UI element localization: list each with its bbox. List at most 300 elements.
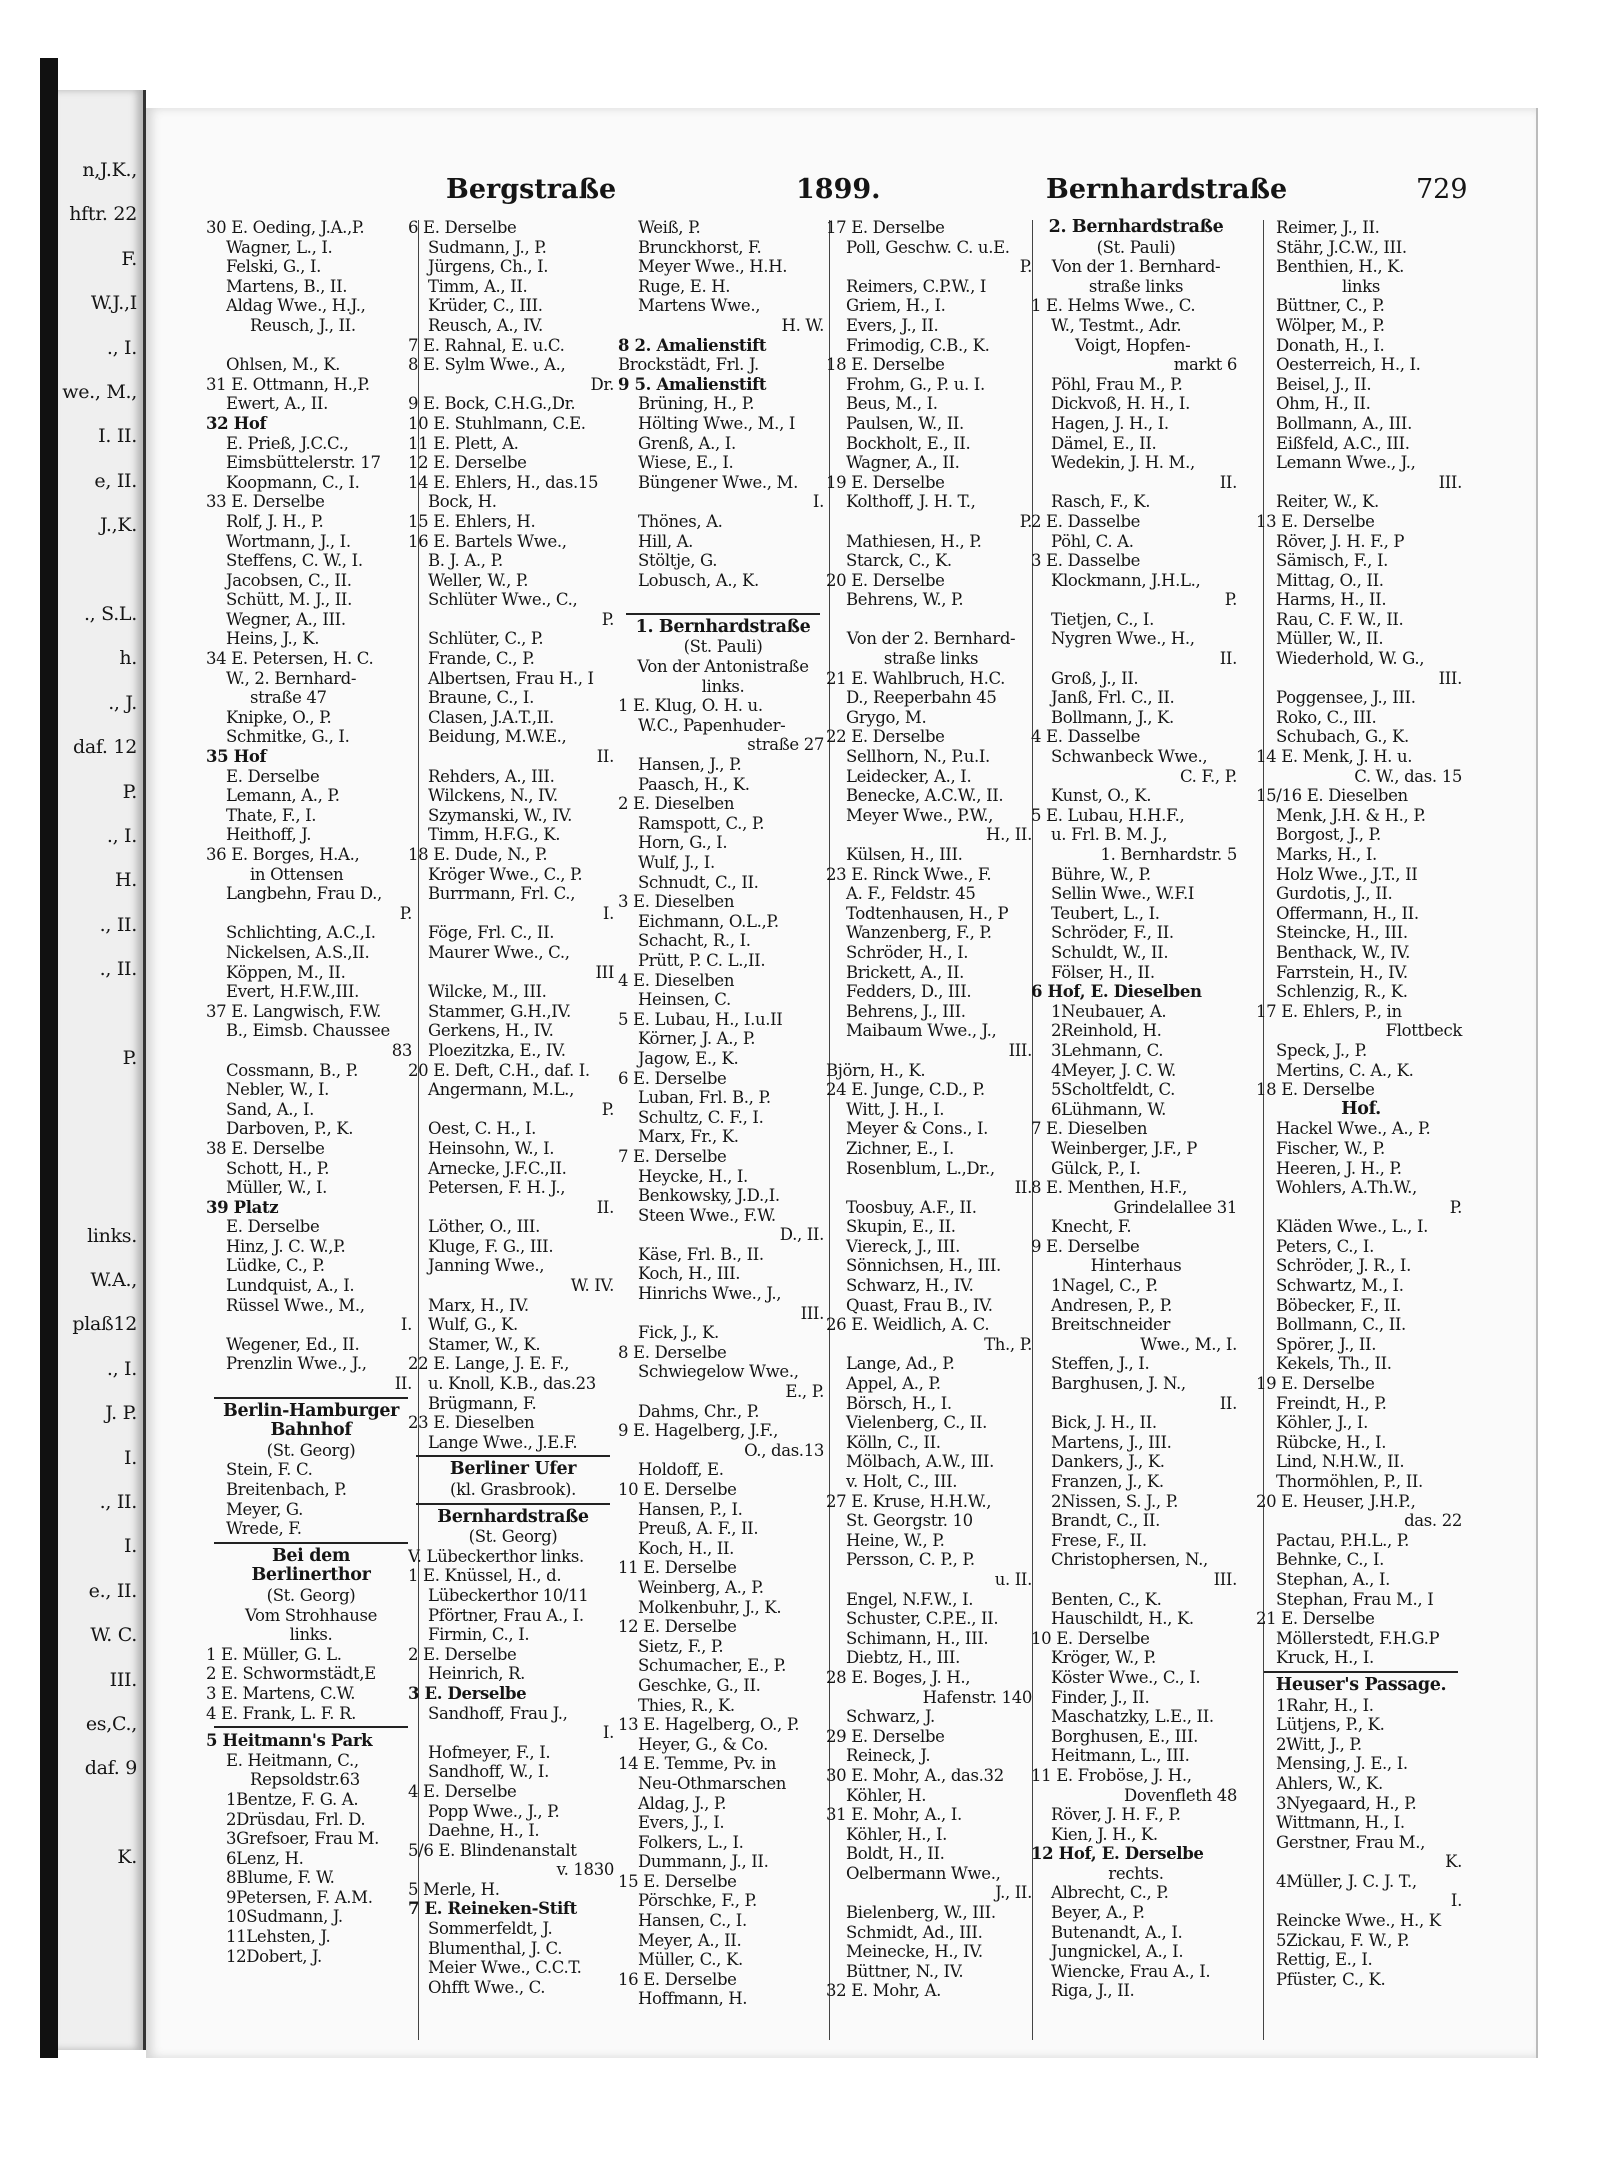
directory-entry: Ruge, E. H. — [638, 276, 731, 296]
directory-entry: 18 E. Derselbe — [1256, 1080, 1375, 1100]
directory-entry: 16 E. Bartels Wwe., — [408, 531, 567, 551]
directory-entry: 1 E. Müller, G. L. — [206, 1644, 342, 1664]
directory-entry: Marx, H., IV. — [428, 1295, 529, 1315]
directory-entry: 7 E. Derselbe — [618, 1146, 727, 1166]
directory-entry: Teubert, L., I. — [1051, 903, 1160, 923]
directory-entry: Köster Wwe., C., I. — [1051, 1667, 1201, 1687]
directory-entry: Wölper, M., P. — [1276, 315, 1385, 335]
directory-entry: 9 E. Bock, C.H.G.,Dr. — [408, 394, 576, 414]
directory-entry: Rolf, J. H., P. — [226, 511, 324, 531]
book-spine — [40, 58, 58, 2058]
directory-entry: 30 E. Oeding, J.A.,P. — [206, 218, 365, 237]
directory-entry: 23 E. Dieselben — [408, 1413, 535, 1433]
directory-entry: III. — [1213, 1569, 1237, 1589]
directory-entry: 31 E. Ottmann, H.,P. — [206, 374, 370, 394]
directory-entry: Koch, H., III. — [638, 1264, 741, 1284]
directory-entry: Hölting Wwe., M., I — [638, 413, 796, 433]
left-page-line: J.,K. — [100, 514, 137, 537]
directory-entry: Knecht, F. — [1051, 1217, 1132, 1237]
page-header — [146, 174, 1536, 214]
directory-entry: Heitmann, L., III. — [1051, 1746, 1190, 1766]
directory-entry: 2Reinhold, H. — [1051, 1021, 1162, 1041]
directory-entry: 23 E. Rinck Wwe., F. — [826, 864, 992, 884]
directory-entry: Kröger, W., P. — [1051, 1648, 1156, 1668]
directory-entry: Hoffmann, H. — [638, 1989, 748, 2009]
directory-entry: Prenzlin Wwe., J., — [226, 1354, 367, 1374]
directory-entry: Stephan, Frau M., I — [1276, 1589, 1434, 1609]
directory-entry: Lüdke, C., P. — [226, 1256, 325, 1276]
directory-entry: Ohfft Wwe., C. — [428, 1977, 546, 1997]
left-page-line: III. — [109, 1668, 137, 1691]
directory-entry: Brunckhorst, F. — [638, 237, 762, 257]
directory-entry: Reimer, J., II. — [1276, 218, 1380, 237]
directory-page — [146, 108, 1538, 2058]
directory-entry: 8Blume, F. W. — [226, 1868, 335, 1888]
directory-entry: Aldag Wwe., H.J., — [226, 296, 366, 316]
directory-entry: Paasch, H., K. — [638, 774, 750, 794]
directory-entry: Börsch, H., I. — [846, 1393, 952, 1413]
directory-entry: Külsen, H., III. — [846, 845, 963, 864]
directory-entry: Wiese, E., I. — [638, 453, 734, 473]
directory-entry: v. 1830 — [556, 1860, 614, 1880]
directory-entry: J., II. — [995, 1883, 1032, 1903]
left-page-line: P. — [122, 780, 137, 803]
directory-entry: Brüning, H., P. — [638, 394, 755, 414]
directory-entry: Prütt, P. C. L.,II. — [638, 950, 766, 970]
directory-entry: Wohlers, A.Th.W., — [1276, 1178, 1417, 1198]
directory-entry: Vielenberg, C., II. — [846, 1413, 988, 1433]
directory-entry: Köhler, H., I. — [846, 1824, 948, 1844]
directory-entry: Wanzenberg, F., P. — [846, 923, 992, 943]
directory-entry: Ahlers, W., K. — [1276, 1773, 1383, 1793]
directory-entry: 8 E. Menthen, H.F., — [1031, 1178, 1188, 1198]
directory-entry: Horn, G., I. — [638, 833, 728, 853]
directory-entry: K. — [1445, 1852, 1462, 1872]
left-page-line: ., I. — [106, 1357, 137, 1380]
directory-entry: 18 E. Derselbe — [826, 355, 945, 375]
left-page-line: ., II. — [99, 958, 137, 981]
directory-entry: 5 Heitmann's Park — [206, 1731, 373, 1751]
directory-entry: 15 E. Ehlers, H. — [408, 511, 536, 531]
directory-entry: Marks, H., I. — [1276, 845, 1377, 864]
left-page-line: ., II. — [99, 1491, 137, 1513]
directory-entry: W.C., Papenhuder- — [638, 715, 786, 735]
directory-entry: P. — [1224, 590, 1237, 610]
left-page-line: W. C. — [90, 1624, 137, 1647]
directory-entry: v. Holt, C., III. — [846, 1472, 958, 1491]
directory-entry: Schütt, M. J., II. — [226, 590, 352, 610]
directory-entry: V. Lübeckerthor links. — [408, 1546, 584, 1566]
directory-entry: Gerstner, Frau M., — [1276, 1832, 1426, 1852]
directory-entry: Persson, C. P., P. — [846, 1550, 975, 1570]
directory-entry: 10Sudmann, J. — [226, 1907, 343, 1927]
directory-entry: Wilcke, M., III. — [428, 982, 547, 1002]
directory-entry: Beyer, A., P. — [1051, 1903, 1145, 1923]
directory-entry: Schröder, H., I. — [846, 942, 969, 962]
directory-entry: Preuß, A. F., II. — [638, 1519, 759, 1539]
directory-entry: 3 E. Derselbe — [408, 1683, 527, 1703]
directory-entry: Hofmeyer, F., I. — [428, 1742, 551, 1762]
directory-entry: Schröder, F., II. — [1051, 923, 1174, 943]
directory-entry: Hansen, C., I. — [638, 1911, 747, 1931]
directory-entry: Meyer, G. — [226, 1499, 303, 1519]
directory-entry: 9 E. Hagelberg, J.F., — [618, 1421, 778, 1441]
directory-entry: Evers, J., I. — [638, 1813, 725, 1833]
directory-entry: Lange Wwe., J.E.F. — [428, 1432, 578, 1452]
directory-entry: Paulsen, W., II. — [846, 413, 964, 433]
directory-entry: Eichmann, O.L.,P. — [638, 911, 779, 931]
directory-entry: Dovenfleth 48 — [1124, 1785, 1237, 1805]
directory-entry: Wulf, J., I. — [638, 853, 715, 872]
directory-column-3 — [618, 218, 828, 2048]
directory-entry: III. — [1438, 472, 1462, 492]
directory-entry: P. — [1449, 1197, 1462, 1217]
directory-entry: straße 47 — [250, 688, 327, 708]
directory-entry: 30 E. Mohr, A., das.32 — [826, 1765, 1004, 1785]
directory-entry: Harms, H., II. — [1276, 590, 1387, 610]
directory-entry: Molkenbuhr, J., K. — [638, 1597, 782, 1617]
directory-entry: Petersen, F. H. J., — [428, 1178, 566, 1198]
directory-entry: Roko, C., III. — [1276, 707, 1377, 727]
street-heading: Bei dem — [271, 1546, 351, 1566]
directory-entry: Schwanbeck Wwe., — [1051, 747, 1208, 767]
directory-entry: 13 E. Hagelberg, O., P. — [618, 1715, 800, 1735]
directory-entry: Büttner, C., P. — [1276, 296, 1385, 316]
street-heading: Bahnhof — [270, 1421, 352, 1441]
directory-entry: Th., P. — [984, 1334, 1032, 1354]
directory-entry: Gerkens, H., IV. — [428, 1021, 554, 1041]
directory-entry: W., 2. Bernhard- — [226, 668, 357, 688]
directory-entry: Wedekin, J. H. M., — [1051, 453, 1195, 473]
street-heading: Berlin-Hamburger — [223, 1401, 399, 1421]
street-heading: 1. Bernhardstraße — [635, 617, 811, 637]
street-heading: Berlinerthor — [251, 1566, 371, 1586]
directory-entry: 4 E. Dasselbe — [1031, 727, 1141, 747]
directory-entry: 11 E. Derselbe — [618, 1558, 737, 1578]
directory-entry: 9 5. Amalienstift — [618, 374, 767, 394]
directory-entry: 26 E. Weidlich, A. C. — [826, 1315, 990, 1335]
directory-entry: 39 Platz — [206, 1197, 279, 1217]
directory-entry: Maschatzky, L.E., II. — [1051, 1707, 1214, 1727]
directory-entry: Schnudt, C., II. — [638, 872, 759, 892]
directory-entry: Folkers, L., I. — [638, 1832, 744, 1852]
directory-entry: Butenandt, A., I. — [1051, 1922, 1183, 1942]
directory-entry: Heeren, J. H., P. — [1276, 1158, 1402, 1178]
directory-entry: 32 E. Mohr, A. — [826, 1981, 942, 2001]
directory-entry: Clasen, J.A.T.,II. — [428, 707, 554, 727]
directory-entry: Wegener, Ed., II. — [226, 1334, 360, 1354]
directory-entry: 1 E. Helms Wwe., C. — [1031, 296, 1196, 316]
directory-entry: Hinterhaus — [1090, 1256, 1182, 1276]
directory-entry: (kl. Grasbrook). — [450, 1480, 576, 1499]
directory-entry: u. II. — [994, 1569, 1032, 1589]
directory-entry: Rau, C. F. W., II. — [1276, 609, 1404, 629]
directory-entry: Möllerstedt, F.H.G.P — [1276, 1628, 1440, 1648]
directory-entry: Weiß, P. — [638, 218, 701, 237]
directory-entry: Holz Wwe., J.T., II — [1276, 864, 1418, 884]
directory-entry: Stamer, W., K. — [428, 1334, 541, 1354]
directory-entry: Lobusch, A., K. — [638, 570, 759, 590]
directory-entry: I. — [812, 492, 824, 512]
directory-entry: 1Bentze, F. G. A. — [226, 1789, 359, 1809]
directory-entry: 83 — [391, 1040, 412, 1060]
directory-entry: Kröger Wwe., C., P. — [428, 864, 583, 884]
directory-entry: 7 E. Rahnal, E. u.C. — [408, 335, 565, 355]
directory-entry: Sudmann, J., P. — [428, 237, 547, 257]
directory-entry: Thönes, A. — [638, 511, 723, 531]
directory-entry: 8 E. Sylm Wwe., A., — [408, 355, 566, 375]
directory-entry: Christophersen, N., — [1051, 1550, 1208, 1570]
directory-column-4 — [826, 218, 1036, 2048]
directory-entry: straße links — [883, 649, 979, 669]
directory-entry: Lundquist, A., I. — [226, 1276, 355, 1296]
directory-entry: Büngener Wwe., M. — [638, 472, 799, 492]
directory-entry: Wiederhold, W. G., — [1276, 649, 1425, 669]
left-page-line: we., M., — [62, 381, 137, 403]
directory-entry — [826, 610, 1036, 630]
directory-entry: Donath, H., I. — [1276, 335, 1385, 355]
directory-entry: Fölser, H., II. — [1051, 962, 1155, 982]
left-page-fragment — [58, 90, 146, 2050]
directory-entry: Andresen, P., P. — [1051, 1295, 1173, 1315]
directory-entry: Nebler, W., I. — [226, 1080, 330, 1100]
directory-entry: Pöhl, C. A. — [1051, 531, 1134, 551]
directory-entry: Firmin, C., I. — [428, 1625, 530, 1645]
directory-entry: Diebtz, H., III. — [846, 1648, 960, 1668]
directory-entry: Riga, J., II. — [1051, 1981, 1135, 2001]
directory-entry: 4Meyer, J. C. W. — [1051, 1060, 1176, 1080]
directory-entry: Müller, W., II. — [1276, 629, 1384, 649]
directory-entry: II. — [1219, 649, 1237, 669]
directory-entry: Holdoff, E. — [638, 1460, 724, 1480]
directory-entry: 13 E. Derselbe — [1256, 511, 1375, 531]
left-page-line: ., S.L. — [83, 603, 137, 625]
directory-entry: Weller, W., P. — [428, 570, 529, 590]
directory-entry: B., Eimsb. Chaussee — [226, 1021, 390, 1041]
directory-entry: Bollmann, A., III. — [1276, 413, 1412, 433]
directory-entry — [618, 590, 828, 610]
directory-entry: III. — [1438, 668, 1462, 688]
directory-entry: Luban, Frl. B., P. — [638, 1088, 771, 1108]
directory-entry: Felski, G., I. — [226, 257, 322, 277]
directory-entry: Rasch, F., K. — [1051, 492, 1151, 512]
directory-entry: Pöhl, Frau M., P. — [1051, 374, 1183, 394]
directory-entry: Schmidt, Ad., III. — [846, 1922, 983, 1942]
directory-entry: 31 E. Mohr, A., I. — [826, 1805, 962, 1825]
directory-entry: III — [595, 962, 614, 982]
directory-entry: Schacht, R., I. — [638, 931, 751, 951]
running-head-right: Bernhardstraße — [1046, 174, 1288, 205]
directory-entry: Toosbuy, A.F., II. — [846, 1197, 977, 1217]
directory-entry: Fischer, W., P. — [1276, 1138, 1385, 1158]
directory-entry: 4 E. Dieselben — [618, 970, 735, 990]
directory-entry: 12 Hof, E. Derselbe — [1031, 1844, 1204, 1864]
directory-entry: Brockstädt, Frl. J. — [618, 355, 759, 375]
directory-entry: Heycke, H., I. — [638, 1166, 748, 1186]
directory-column-5 — [1031, 218, 1241, 2048]
left-page-line: I. II. — [98, 425, 137, 448]
directory-entry: 12 E. Derselbe — [408, 453, 527, 473]
directory-entry: Beidung, M.W.E., — [428, 727, 567, 747]
directory-entry: Hagen, J. H., I. — [1051, 413, 1169, 433]
directory-entry: W. IV. — [570, 1276, 614, 1296]
directory-entry: Kien, J. H., K. — [1051, 1824, 1158, 1844]
directory-entry: Lütjens, P., K. — [1276, 1715, 1385, 1735]
directory-entry: 22 E. Lange, J. E. F., — [408, 1354, 570, 1374]
directory-entry: Hansen, J., P. — [638, 755, 742, 775]
directory-entry: 6Lühmann, W. — [1051, 1099, 1167, 1119]
directory-entry: 29 E. Derselbe — [826, 1726, 945, 1746]
directory-entry: 11 E. Plett, A. — [408, 433, 519, 453]
directory-entry: Kolthoff, J. H. T., — [846, 492, 976, 512]
directory-entry: Timm, H.F.G., K. — [428, 825, 561, 845]
directory-entry: Schwarz, J. — [846, 1707, 935, 1727]
directory-entry: O., das.13 — [744, 1440, 824, 1460]
directory-entry: Burrmann, Frl. C., — [428, 884, 576, 904]
directory-entry: Grenß, A., I. — [638, 433, 736, 453]
directory-entry: Lübeckerthor 10/11 — [428, 1585, 589, 1605]
directory-entry: 15/16 E. Dieselben — [1256, 786, 1408, 806]
directory-entry: links — [1342, 276, 1380, 296]
directory-entry: Heinsen, C. — [638, 990, 731, 1010]
directory-entry: 16 E. Derselbe — [618, 1969, 737, 1989]
directory-entry: Freindt, H., P. — [1276, 1393, 1387, 1413]
directory-entry: Blumenthal, J. C. — [428, 1938, 563, 1958]
directory-entry: Oest, C. H., I. — [428, 1119, 537, 1139]
directory-entry: Schlüter Wwe., C., — [428, 590, 578, 610]
directory-entry: Dr. — [590, 374, 614, 394]
directory-entry: 7 E. Dieselben — [1031, 1119, 1148, 1139]
directory-entry: Schultz, C. F., I. — [638, 1107, 764, 1127]
directory-entry: Gülck, P., I. — [1051, 1158, 1141, 1178]
directory-entry: Wwe., M., I. — [1140, 1334, 1237, 1354]
directory-entry: II. — [1014, 1178, 1032, 1198]
left-page-line: daf. 9 — [84, 1757, 137, 1780]
left-page-line: F. — [121, 247, 137, 270]
directory-entry: Grygo, M. — [846, 707, 927, 727]
directory-entry: Jacobsen, C., II. — [226, 570, 352, 590]
directory-entry: Mensing, J. E., I. — [1276, 1754, 1408, 1774]
street-heading: Bernhardstraße — [437, 1507, 589, 1527]
directory-entry: Timm, A., II. — [428, 276, 528, 296]
directory-entry: E. Derselbe — [226, 766, 320, 786]
left-page-line: ., I. — [106, 336, 137, 359]
directory-entry: Martens Wwe., — [638, 296, 761, 316]
directory-entry: Menk, J.H. & H., P. — [1276, 805, 1426, 825]
directory-entry: links. — [289, 1625, 333, 1645]
directory-entry: 5 E. Lubau, H., I.u.II — [618, 1009, 783, 1029]
directory-entry: Lemann, A., P. — [226, 786, 340, 806]
directory-entry: Bielenberg, W., III. — [846, 1903, 996, 1923]
directory-entry: I. — [1450, 1891, 1462, 1911]
directory-entry: 4Müller, J. C. J. T., — [1276, 1871, 1417, 1891]
directory-entry: Kekels, Th., II. — [1276, 1354, 1392, 1374]
directory-entry: Sämisch, F., I. — [1276, 551, 1389, 571]
left-page-line: h. — [119, 647, 137, 670]
directory-entry: Janß, Frl. C., II. — [1051, 688, 1175, 708]
directory-entry: Thate, F., I. — [226, 805, 317, 825]
directory-entry: Darboven, P., K. — [226, 1119, 354, 1139]
directory-column-2 — [408, 218, 618, 2048]
directory-entry: Rübcke, H., I. — [1276, 1432, 1387, 1452]
directory-entry: Bockholt, E., II. — [846, 433, 971, 453]
directory-entry: 4 E. Derselbe — [408, 1781, 517, 1801]
directory-entry: Käse, Frl. B., II. — [638, 1244, 764, 1264]
directory-entry: Hinz, J. C. W.,P. — [226, 1236, 346, 1256]
directory-entry: II. — [596, 747, 614, 767]
directory-entry: Heine, W., P. — [846, 1530, 945, 1550]
directory-entry: Engel, N.F.W., I. — [846, 1589, 974, 1609]
directory-entry: Neu-Othmarschen — [638, 1773, 787, 1793]
directory-entry: Von der 1. Bernhard- — [1051, 257, 1221, 277]
directory-entry: Mittag, O., II. — [1276, 570, 1384, 590]
left-page-line: plaß12 — [72, 1313, 137, 1336]
directory-entry: straße links — [1088, 276, 1184, 296]
directory-entry: 5 Merle, H. — [408, 1879, 500, 1899]
directory-entry: Benthack, W., IV. — [1276, 942, 1410, 962]
directory-entry: P. — [601, 1099, 614, 1119]
directory-entry: Ewert, A., II. — [226, 394, 328, 414]
directory-entry: Martens, J., III. — [1051, 1432, 1172, 1452]
directory-entry: 33 E. Derselbe — [206, 492, 325, 512]
directory-entry: Bock, H. — [428, 492, 497, 512]
running-head-left: Bergstraße — [446, 174, 617, 205]
directory-entry: Knipke, O., P. — [226, 707, 332, 727]
directory-entry: 28 E. Boges, J. H., — [826, 1667, 971, 1687]
directory-entry: Starck, C., K. — [846, 551, 952, 571]
directory-entry: Maurer Wwe., C., — [428, 942, 570, 962]
directory-entry: II. — [1219, 1393, 1237, 1413]
directory-entry: Jagow, E., K. — [638, 1048, 739, 1068]
directory-entry: 27 E. Kruse, H.H.W., — [826, 1491, 992, 1511]
directory-entry: 3Nyegaard, H., P. — [1276, 1793, 1417, 1813]
left-page-line: links. — [87, 1224, 137, 1247]
directory-entry: Fick, J., K. — [638, 1323, 719, 1343]
directory-entry: Hill, A. — [638, 531, 694, 551]
directory-entry: Fedders, D., III. — [846, 982, 972, 1002]
directory-entry: Jürgens, Ch., I. — [428, 257, 549, 277]
directory-entry: C. F., P. — [1180, 766, 1237, 786]
directory-entry: Finder, J., II. — [1051, 1687, 1150, 1707]
directory-entry: 34 E. Petersen, H. C. — [206, 649, 374, 669]
directory-entry: 14 E. Menk, J. H. u. — [1256, 747, 1413, 767]
section-rule — [416, 1455, 610, 1457]
running-head-year: 1899. — [796, 174, 881, 205]
directory-entry: P. — [1019, 257, 1032, 277]
directory-entry: Björn, H., K. — [826, 1060, 926, 1080]
directory-entry: Skupin, E., II. — [846, 1217, 956, 1237]
directory-entry: (St. Georg) — [266, 1585, 356, 1605]
directory-entry: Beisel, J., II. — [1276, 374, 1372, 394]
directory-entry: Röver, J. H. F., P. — [1051, 1805, 1181, 1825]
directory-entry: D., Reeperbahn 45 — [846, 688, 997, 708]
directory-entry: Kölln, C., II. — [846, 1432, 941, 1452]
directory-entry: Stein, F. C. — [226, 1460, 313, 1480]
directory-entry: 3 E. Dieselben — [618, 892, 735, 912]
directory-entry: Kunst, O., K. — [1051, 786, 1152, 806]
directory-entry: 21 E. Derselbe — [1256, 1609, 1375, 1629]
directory-entry: Arnecke, J.F.C.,II. — [428, 1158, 567, 1178]
directory-entry: Sandhoff, Frau J., — [428, 1703, 568, 1723]
directory-entry: 20 E. Heuser, J.H.P., — [1256, 1491, 1416, 1511]
directory-entry: 20 E. Deft, C.H., daf. I. — [408, 1060, 590, 1080]
directory-entry: Heins, J., K. — [226, 629, 320, 649]
directory-entry: Schuster, C.P.E., II. — [846, 1609, 999, 1629]
directory-entry: Weinberger, J.F., P — [1051, 1138, 1198, 1158]
directory-entry: Weinberg, A., P. — [638, 1577, 764, 1597]
directory-entry: A. F., Feldstr. 45 — [846, 884, 976, 904]
directory-entry: 36 E. Borges, H.A., — [206, 845, 360, 864]
